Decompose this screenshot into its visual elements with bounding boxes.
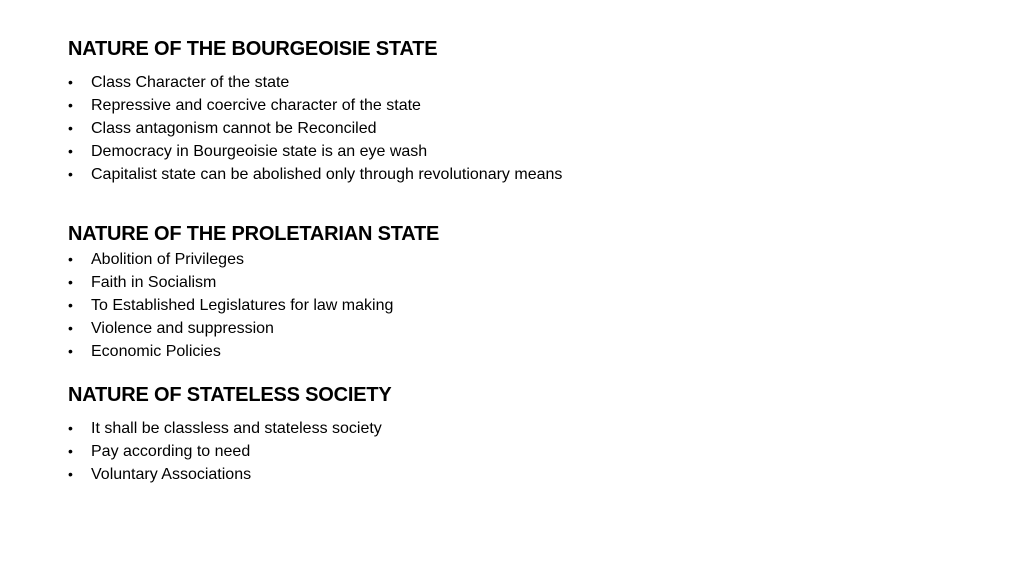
section-heading: NATURE OF STATELESS SOCIETY — [68, 384, 392, 406]
bullet-text: Faith in Socialism — [91, 274, 217, 291]
bullet-item — [68, 71, 968, 94]
bullet-icon: • — [68, 343, 73, 359]
bullet-icon: • — [68, 274, 73, 290]
bullet-icon: • — [68, 443, 73, 459]
bullet-item — [68, 248, 968, 271]
bullet-item — [68, 463, 968, 486]
bullet-item — [68, 294, 968, 317]
bullet-item — [68, 317, 968, 340]
bullet-item — [68, 94, 968, 117]
bullet-icon: • — [68, 97, 73, 113]
bullet-icon: • — [68, 120, 73, 136]
bullet-item — [68, 440, 968, 463]
bullet-item — [68, 163, 968, 186]
section-stateless-society — [68, 382, 968, 486]
section-heading: NATURE OF THE BOURGEOISIE STATE — [68, 38, 438, 60]
section-bourgeoisie-state — [68, 36, 968, 186]
bullet-list — [68, 248, 968, 363]
bullet-text: It shall be classless and stateless society — [91, 420, 382, 437]
bullet-icon: • — [68, 320, 73, 336]
bullet-text: To Established Legislatures for law making — [91, 297, 394, 314]
bullet-item — [68, 140, 968, 163]
bullet-text: Violence and suppression — [91, 320, 274, 337]
bullet-list — [68, 71, 968, 186]
bullet-icon: • — [68, 466, 73, 482]
bullet-text: Class antagonism cannot be Reconciled — [91, 120, 377, 137]
bullet-text: Capitalist state can be abolished only through revolutionary means — [91, 166, 563, 183]
bullet-icon: • — [68, 297, 73, 313]
bullet-text: Repressive and coercive character of the state — [91, 97, 421, 114]
bullet-text: Class Character of the state — [91, 74, 290, 91]
bullet-icon: • — [68, 74, 73, 90]
bullet-text: Abolition of Privileges — [91, 251, 244, 268]
bullet-icon: • — [68, 166, 73, 182]
section-proletarian-state — [68, 221, 968, 363]
bullet-text: Voluntary Associations — [91, 466, 252, 483]
bullet-list — [68, 417, 968, 486]
bullet-icon: • — [68, 251, 73, 267]
bullet-item — [68, 271, 968, 294]
bullet-item — [68, 117, 968, 140]
bullet-icon: • — [68, 143, 73, 159]
bullet-text: Economic Policies — [91, 343, 221, 360]
bullet-item — [68, 417, 968, 440]
bullet-text: Pay according to need — [91, 443, 251, 460]
section-heading: NATURE OF THE PROLETARIAN STATE — [68, 223, 440, 245]
bullet-item — [68, 340, 968, 363]
bullet-text: Democracy in Bourgeoisie state is an eye wash — [91, 143, 428, 160]
bullet-icon: • — [68, 420, 73, 436]
